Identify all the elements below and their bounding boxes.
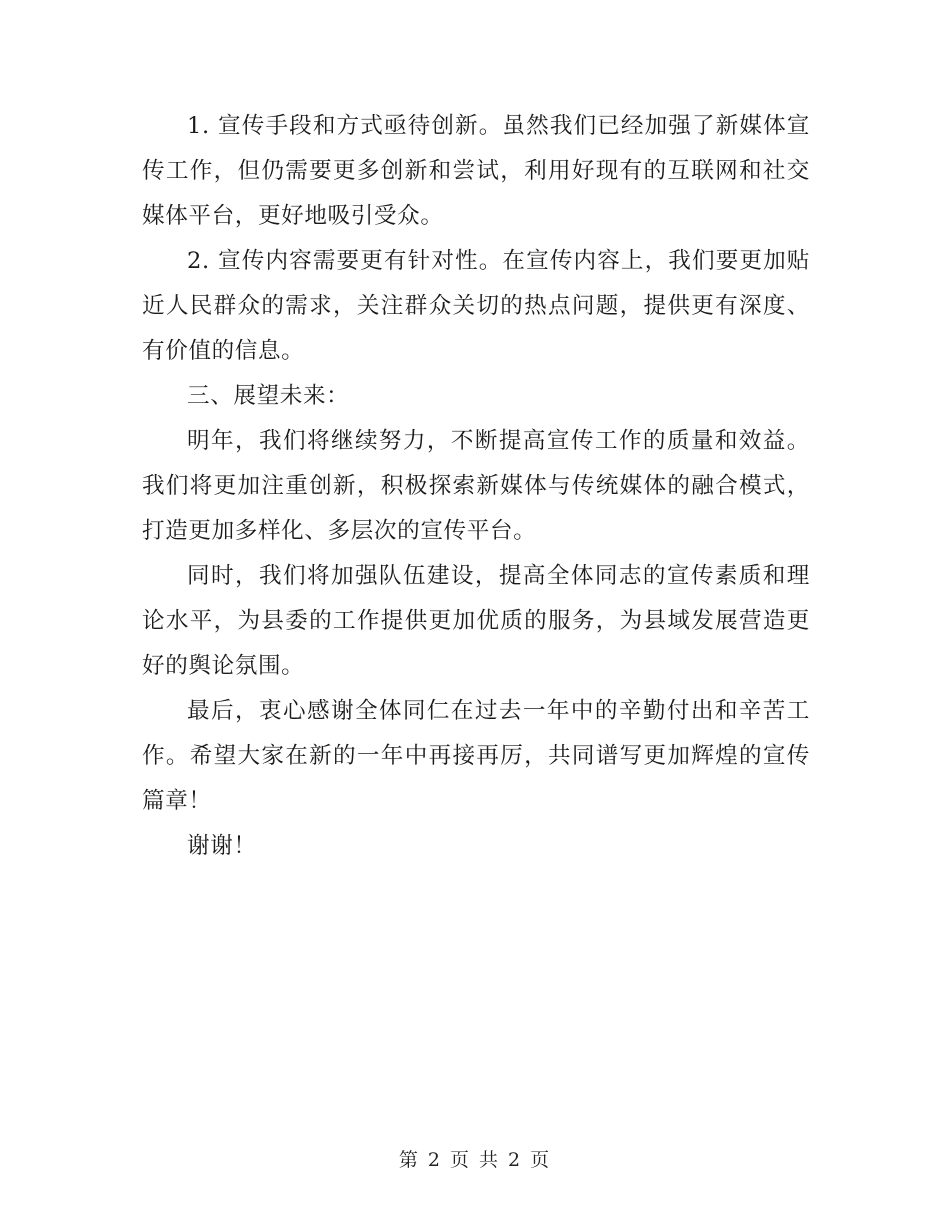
- document-body: [142, 104, 810, 869]
- page-number-footer: 第 2 页 共 2 页: [398, 1149, 552, 1171]
- paragraph-improve-methods: 1. 宣传手段和方式亟待创新。虽然我们已经加强了新媒体宣传工作，但仍需要更多创新和尝试，利用好现有的互联网和社交媒体平台，更好地吸引受众。: [142, 113, 810, 229]
- paragraph-closing-thanks: 谢谢！: [187, 833, 257, 859]
- paragraph-targeted-content: 2. 宣传内容需要更有针对性。在宣传内容上，我们要更加贴近人民群众的需求，关注群众关切的热点问题，提供更有深度、有价值的信息。: [142, 248, 810, 364]
- paragraph-team-building: 同时，我们将加强队伍建设，提高全体同志的宣传素质和理论水平，为县委的工作提供更加优质的服务，为县域发展营造更好的舆论氛围。: [142, 563, 810, 679]
- section-heading-outlook: 三、展望未来：: [187, 383, 350, 409]
- paragraph-next-year: 明年，我们将继续努力，不断提高宣传工作的质量和效益。我们将更加注重创新，积极探索新媒体与传统媒体的融合模式，打造更加多样化、多层次的宣传平台。: [142, 428, 810, 544]
- paragraph-thanks-colleagues: 最后，衷心感谢全体同仁在过去一年中的辛勤付出和辛苦工作。希望大家在新的一年中再接再厉，共同谱写更加辉煌的宣传篇章！: [142, 698, 810, 814]
